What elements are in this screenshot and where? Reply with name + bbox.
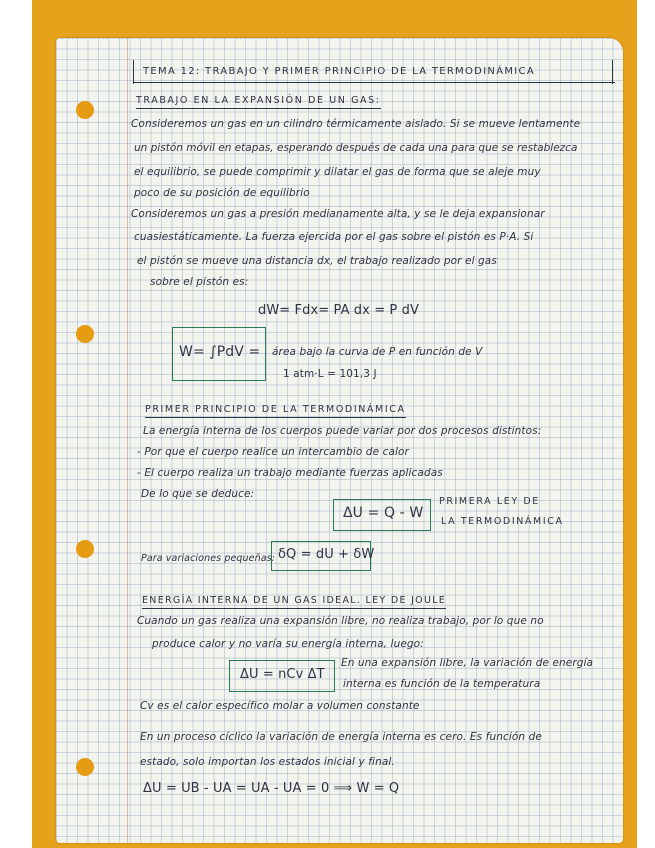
text-line: - Por que el cuerpo realice un intercambio de calor (137, 446, 409, 458)
grid-paper-sheet (56, 38, 623, 843)
text-line: De lo que se deduce: (141, 488, 255, 500)
text-line: - El cuerpo realiza un trabajo mediante fuerzas aplicadas (137, 467, 443, 479)
text-line: La energía interna de los cuerpos puede variar por dos procesos distintos: (143, 425, 542, 437)
text-line: un pistón móvil en etapas, esperando después de cada una para que se restablezca (134, 142, 578, 154)
left-border (0, 0, 32, 848)
text-line: Cv es el calor específico molar a volumen constante (140, 700, 420, 712)
punch-hole (76, 325, 94, 343)
text-line: En un proceso cíclico la variación de energía interna es cero. Es función de (140, 731, 542, 743)
page-title: TEMA 12: TRABAJO Y PRIMER PRINCIPIO DE LA TERMODINÁMICA (143, 66, 535, 77)
text-line: sobre el pistón es: (150, 276, 249, 288)
side-note: interna es función de la temperatura (343, 678, 541, 690)
equation-work-differential: dW= Fdx= PA dx = P dV (258, 303, 419, 318)
section-heading: TRABAJO EN LA EXPANSIÓN DE UN GAS: (136, 94, 381, 109)
title-underline (133, 82, 615, 83)
text-line: el pistón se mueve una distancia dx, el trabajo realizado por el gas (137, 255, 497, 267)
margin-line (127, 38, 128, 843)
text-line: produce calor y no varía su energía interna, luego: (152, 638, 424, 650)
punch-hole (76, 540, 94, 558)
text-line: Consideremos un gas en un cilindro térmicamente aislado. Si se mueve lentamente (131, 118, 581, 130)
first-law-label: PRIMERA LEY DE (439, 496, 540, 507)
text-line: cuasiestáticamente. La fuerza ejercida por el gas sobre el pistón es P·A. Si (134, 231, 534, 243)
text-line: poco de su posición de equilibrio (134, 187, 310, 199)
right-border (637, 0, 655, 848)
side-note: En una expansión libre, la variación de energía (341, 657, 594, 669)
cyclic-process-equation: ΔU = UB - UA = UA - UA = 0 ⟹ W = Q (143, 781, 400, 796)
title-bracket-left (133, 60, 134, 84)
title-bracket-right (612, 60, 613, 84)
text-line: Cuando un gas realiza una expansión libre, no realiza trabajo, por lo que no (137, 615, 544, 627)
equation-note: área bajo la curva de P en función de V (272, 346, 483, 358)
section-heading: ENERGÍA INTERNA DE UN GAS IDEAL. LEY DE JOULE (142, 594, 446, 609)
punch-hole (76, 101, 94, 119)
first-law-equation: ΔU = Q - W (343, 505, 424, 521)
first-law-label: LA TERMODINÁMICA (441, 516, 564, 527)
joule-law-equation: ΔU = nCv ΔT (240, 667, 325, 682)
text-line: estado, solo importan los estados inicial y final. (140, 756, 395, 768)
text-line: Consideremos un gas a presión medianamente alta, y se le deja expansionar (131, 208, 545, 220)
section-heading: PRIMER PRINCIPIO DE LA TERMODINÁMICA (145, 403, 406, 418)
unit-conversion: 1 atm·L = 101,3 J (283, 368, 377, 380)
text-line: el equilibrio, se puede comprimir y dilatar el gas de forma que se aleje muy (134, 166, 541, 178)
small-variations-equation: δQ = dU + δW (278, 547, 375, 562)
punch-hole (76, 758, 94, 776)
equation-work-integral: W= ∫PdV = (179, 344, 261, 360)
small-variations-label: Para variaciones pequeñas: (141, 553, 275, 564)
